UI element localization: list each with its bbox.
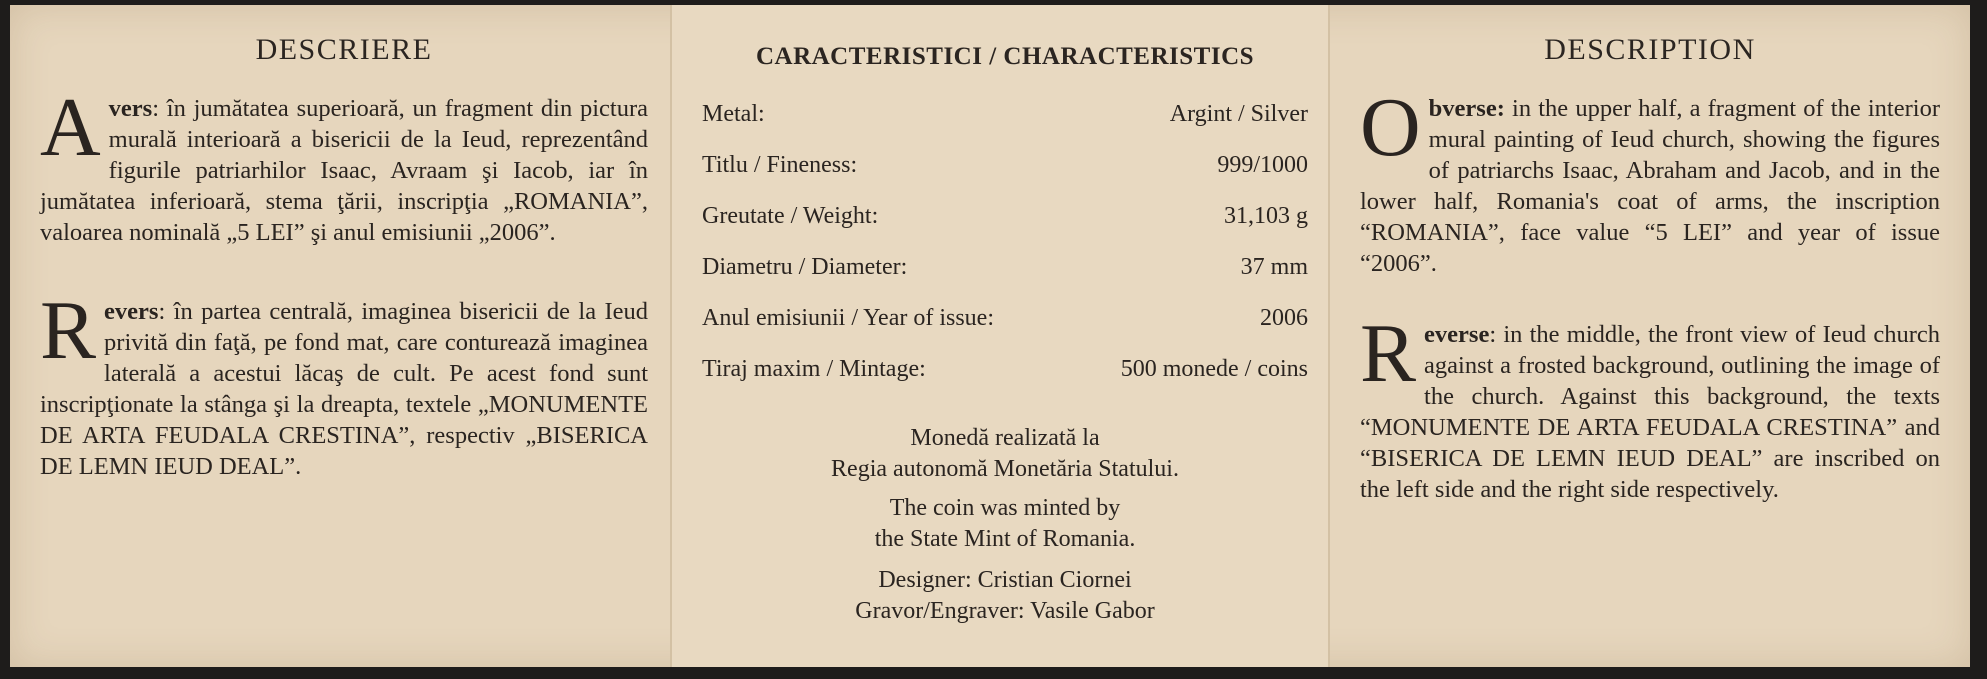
minted-romanian: [702, 423, 1308, 485]
coin-certificate-card: [10, 5, 1970, 667]
spec-row-fineness: [702, 140, 1308, 191]
minted-ro-line-2: Regia autonomă Monetăria Statului.: [831, 456, 1179, 482]
spec-label: Metal:: [702, 101, 765, 127]
obverse-label: bverse:: [1428, 95, 1505, 122]
avers-paragraph: [40, 81, 648, 248]
obverse-dropcap: O: [1360, 81, 1421, 174]
designer-credit: Designer: Cristian Ciornei: [878, 567, 1132, 593]
characteristics-title: CARACTERISTICI / CHARACTERISTICS: [755, 43, 1255, 70]
avers-text: : în jumătatea superioară, un fragment din pictura murală interioară a bisericii de la Ieud, reprezentând figurile patriarhilor Isaac, Avraam şi Iacob, iar în jumătatea inferioară, stema ţării, inscripţia „ROMANIA”, valoarea nominală „5 LEI” şi anul emisiunii „2006”.: [40, 95, 648, 246]
revers-label: evers: [104, 298, 159, 325]
romanian-description-panel: [10, 5, 670, 667]
description-title: DESCRIPTION: [1544, 33, 1756, 66]
spec-row-mintage: [702, 344, 1308, 395]
spec-row-diameter: [702, 242, 1308, 293]
engraver-credit: Gravor/Engraver: Vasile Gabor: [855, 598, 1155, 624]
reverse-text: : in the middle, the front view of Ieud church against a frosted background, outlining the image of the church. Against this background, the texts “MONUMENTE DE ARTA FEUDALA CRESTINA” and “BISERICA DE LEMN IEUD DEAL” are inscribed on the left side and the right side respectively.: [1360, 321, 1940, 503]
specs-list: [702, 89, 1308, 395]
reverse-paragraph: [1360, 307, 1940, 505]
spec-label: Titlu / Fineness:: [702, 152, 858, 178]
spec-value: 37 mm: [1240, 254, 1308, 280]
english-description-panel: [1330, 5, 1966, 667]
descriere-title: DESCRIERE: [255, 33, 433, 66]
spec-value: 31,103 g: [1224, 203, 1308, 229]
characteristics-panel: [670, 5, 1330, 667]
reverse-label: everse: [1424, 321, 1490, 348]
spec-label: Tiraj maxim / Mintage:: [702, 356, 926, 382]
spec-value: 2006: [1260, 305, 1308, 331]
minted-ro-line-1: Monedă realizată la: [910, 425, 1100, 451]
spec-row-weight: [702, 191, 1308, 242]
reverse-dropcap: R: [1360, 307, 1417, 400]
spec-row-metal: [702, 89, 1308, 140]
obverse-text: in the upper half, a fragment of the interior mural painting of Ieud church, showing the figures of patriarchs Isaac, Abraham and Jacob, and in the lower half, Romania's coat of arms, the inscription “ROMANIA”, face value “5 LEI” and year of issue “2006”.: [1360, 95, 1940, 277]
spec-label: Anul emisiunii / Year of issue:: [702, 305, 994, 331]
minted-english: [702, 493, 1308, 555]
spec-value: Argint / Silver: [1169, 101, 1308, 127]
spec-label: Diametru / Diameter:: [702, 254, 908, 280]
credits: [702, 565, 1308, 627]
obverse-paragraph: [1360, 81, 1940, 279]
revers-paragraph: [40, 284, 648, 482]
avers-dropcap: A: [40, 81, 101, 174]
avers-label: vers: [108, 95, 153, 122]
revers-dropcap: R: [40, 284, 97, 377]
spec-value: 999/1000: [1217, 152, 1308, 178]
minted-en-line-1: The coin was minted by: [889, 495, 1121, 521]
spec-label: Greutate / Weight:: [702, 203, 879, 229]
spec-value: 500 monede / coins: [1120, 356, 1308, 382]
revers-text: : în partea centrală, imaginea bisericii de la Ieud privită din faţă, pe fond mat, care conturează imaginea laterală a acestui lăcaş de cult. Pe acest fond sunt inscripţionate la stânga şi la dreapta, textele „MONUMENTE DE ARTA FEUDALA CRESTINA”, respectiv „BISERICA DE LEMN IEUD DEAL”.: [40, 298, 648, 480]
spec-row-year: [702, 293, 1308, 344]
minted-en-line-2: the State Mint of Romania.: [874, 526, 1136, 552]
